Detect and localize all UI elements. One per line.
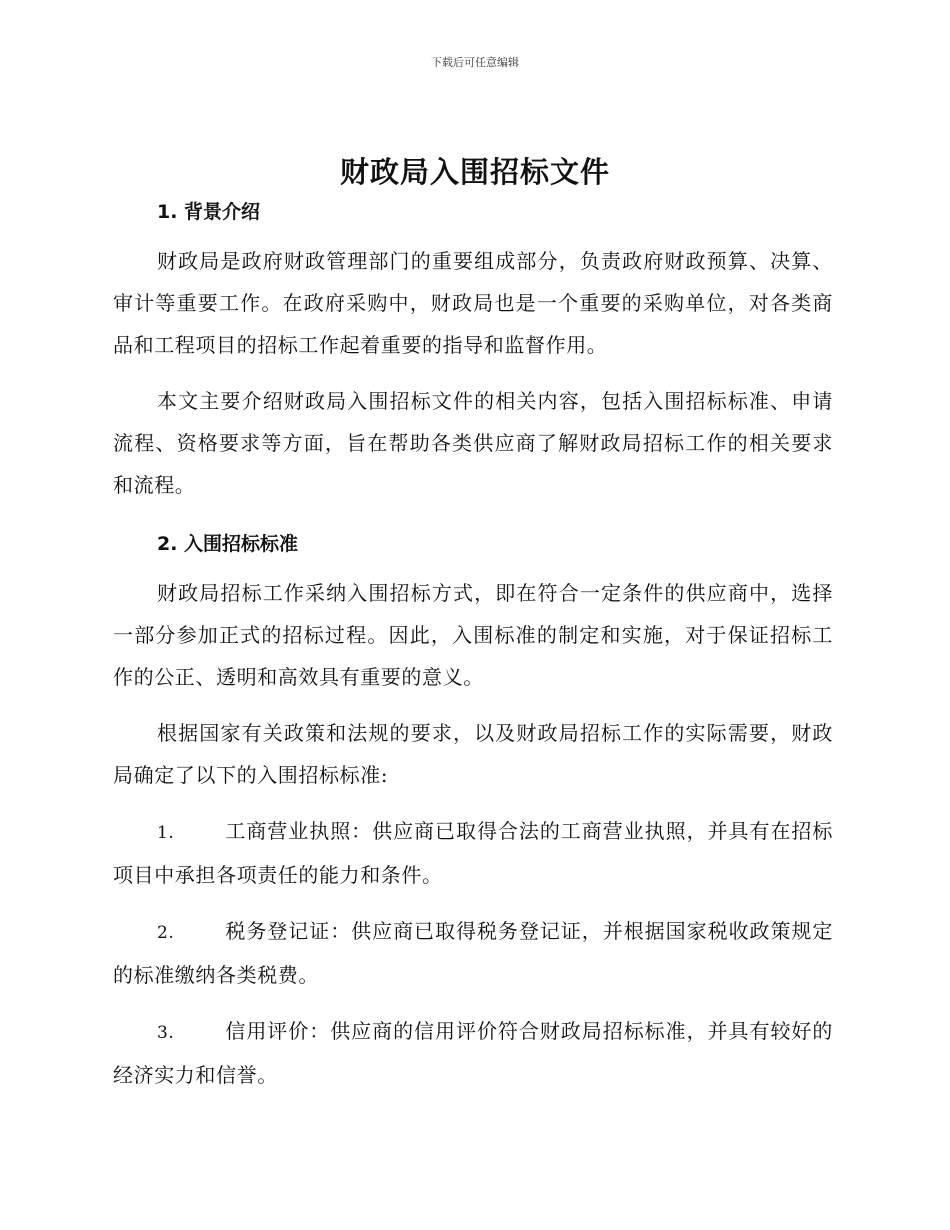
section-heading-background: 1. 背景介绍: [157, 201, 261, 223]
paragraph: 财政局招标工作采纳入围招标方式，即在符合一定条件的供应商中，选择一部分参加正式的招标过程。因此，入围标准的制定和实施，对于保证招标工作的公正、透明和高效具有重要的意义。: [113, 581, 833, 689]
list-item-text: 税务登记证：供应商已取得税务登记证，并根据国家税收政策规定的标准缴纳各类税费。: [113, 919, 833, 987]
list-item-number: 3.: [157, 1023, 175, 1043]
section-heading-standards: 2. 入围招标标准: [157, 533, 299, 555]
list-item-text: 工商营业执照：供应商已取得合法的工商营业执照，并具有在招标项目中承担各项责任的能力和条件。: [113, 819, 833, 887]
list-item: [113, 1010, 833, 1096]
list-item-number: 1.: [157, 823, 175, 843]
paragraph: 根据国家有关政策和法规的要求，以及财政局招标工作的实际需要，财政局确定了以下的入围招标标准:: [113, 721, 833, 787]
document-body: [113, 196, 833, 1096]
paragraph: 财政局是政府财政管理部门的重要组成部分，负责政府财政预算、决算、审计等重要工作。在政府采购中，财政局也是一个重要的采购单位，对各类商品和工程项目的招标工作起着重要的指导和监督作用。: [113, 249, 833, 357]
list-item: [113, 910, 833, 996]
document-title: 财政局入围招标文件: [339, 155, 610, 189]
list-item-text: 信用评价：供应商的信用评价符合财政局招标标准，并具有较好的经济实力和信誉。: [113, 1019, 833, 1087]
paragraph: 本文主要介绍财政局入围招标文件的相关内容，包括入围招标标准、申请流程、资格要求等方面，旨在帮助各类供应商了解财政局招标工作的相关要求和流程。: [113, 389, 833, 497]
list-item-number: 2.: [157, 923, 175, 943]
list-item: [113, 810, 833, 896]
header-note: 下载后可任意编辑: [431, 56, 519, 69]
